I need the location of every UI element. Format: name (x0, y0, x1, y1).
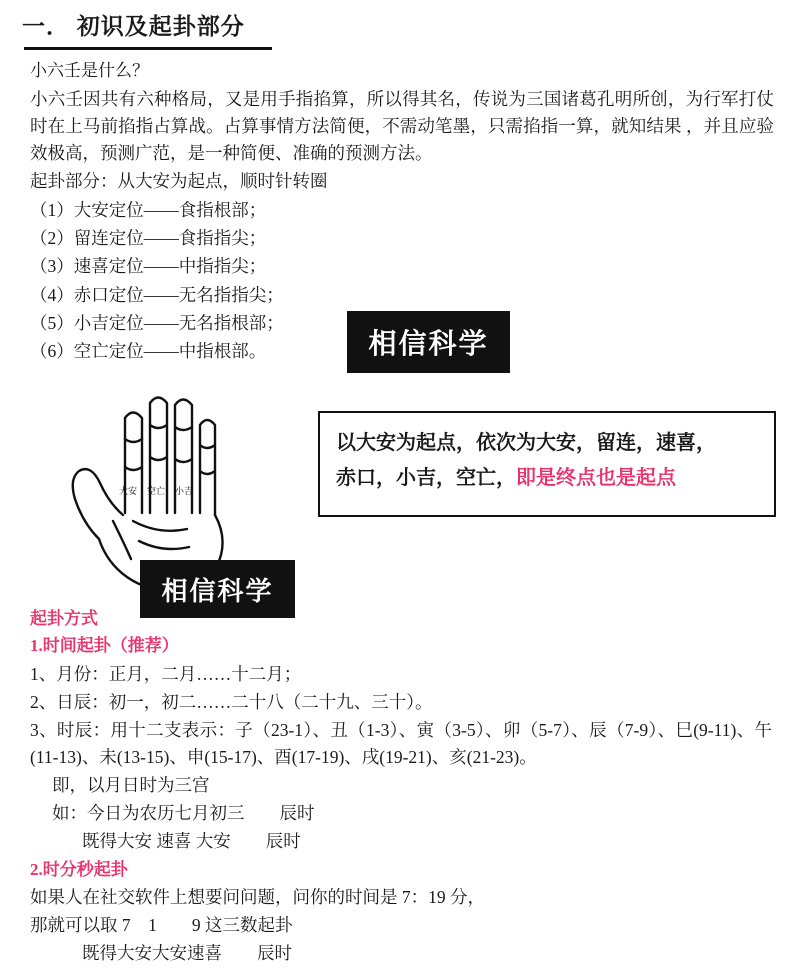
position-item: （5）小吉定位——无名指根部； (30, 312, 284, 333)
watermark-badge-bottom: 相信科学 (140, 560, 295, 618)
method-note-2: 如：今日为农历七月初三 辰时 (52, 803, 315, 824)
start-line: 起卦部分：从大安为起点，顺时针转圈 (30, 171, 328, 192)
position-item: （2）留连定位——食指指尖； (30, 228, 267, 248)
method-item-hour: 3、时辰：用十二支表示：子（23-1）、丑（1-3）、寅（3-5）、卯（5-7）、辰（7-9）、巳(9-11)、午(11-13)、未(13-15)、申(15-17)、酉(17-19)、戌(19-21)、亥(21-23)。 (30, 719, 772, 768)
callout-box (318, 411, 776, 517)
method-sub-hms: 2.时分秒起卦 (30, 859, 128, 879)
callout-line-1: 以大安为起点，依次为大安，留连，速喜， (336, 432, 716, 454)
method-note-3: 既得大安 速喜 大安 辰时 (82, 831, 301, 852)
position-item: （6）空亡定位——中指根部。 (30, 341, 267, 362)
method-item-day: 2、日辰：初一，初二……二十八（二十九、三十）。 (30, 691, 433, 712)
callout-line-2-plain: 赤口，小吉，空亡， (336, 467, 516, 489)
intro-question: 小六壬是什么？ (30, 61, 149, 80)
method-item-month: 1、月份：正月，二月……十二月； (30, 663, 302, 684)
position-item: （4）赤口定位——无名指指尖； (30, 284, 284, 305)
method-note-1: 即，以月日时为三宫 (52, 775, 210, 796)
hand-label-daan: 大安 (119, 486, 138, 496)
method-example-2: 那就可以取 7 1 9 这三数起卦 (30, 915, 293, 936)
callout-line-2 (336, 461, 758, 496)
hand-label-kongwang: 空亡 (147, 486, 166, 496)
method-example-1: 如果人在社交软件上想要问问题，问你的时间是 7：19 分， (30, 886, 485, 907)
method-section (30, 606, 772, 968)
position-item: （1）大安定位——食指根部； (30, 199, 267, 220)
hand-label-xiaoji: 小吉 (175, 486, 194, 496)
title-underline (24, 47, 272, 50)
method-example-3: 既得大安大安速喜 辰时 (82, 943, 292, 964)
page-title: 一． 初识及起卦部分 (22, 14, 245, 39)
document-page (0, 8, 800, 973)
intro-paragraph: 小六壬因共有六种格局，又是用手指掐算，所以得其名，传说为三国诸葛孔明所创，为行军打仗时在上马前掐指占算战。占算事情方法简便，不需动笔墨，只需掐指一算，就知结果 ，并且应验效极高，预测广范，是一种简便、准确的预测方法。 (30, 88, 774, 164)
watermark-badge-top: 相信科学 (347, 311, 510, 373)
callout-highlight: 即是终点也是起点 (516, 467, 676, 489)
method-heading: 起卦方式 (30, 609, 98, 628)
position-item: （3）速喜定位——中指指尖； (30, 256, 267, 277)
method-sub-time: 1.时间起卦（推荐） (30, 636, 179, 656)
